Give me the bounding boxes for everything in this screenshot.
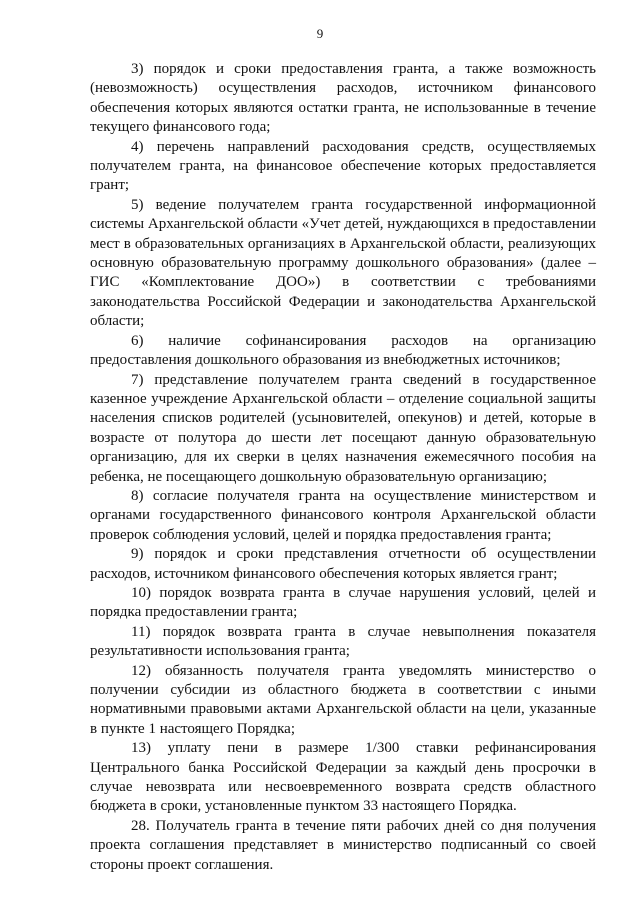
document-body [90,60,596,875]
paragraph-item-4: 4) перечень направлений расходования средств, осуществляемых получателем гранта, на финансовое обеспечение которых предоставляется грант; [90,138,596,194]
paragraph-item-13: 13) уплату пени в размере 1/300 ставки рефинансирования Центрального банка Российской Федерации за каждый день просрочки в случае невозврата или несвоевременного возврата средств областного бюджета в сроки, установленные пунктом 33 настоящего Порядка. [90,740,596,815]
paragraph-item-11: 11) порядок возврата гранта в случае невыполнения показателя результативности использования гранта; [90,623,596,660]
paragraph-item-3: 3) порядок и сроки предоставления гранта, а также возможность (невозможность) осуществления расходов, источником финансового обеспечения которых являются остатки гранта, не использованные в течение текущего финансового года; [90,61,596,136]
paragraph-item-9: 9) порядок и сроки представления отчетности об осуществлении расходов, источником финансового обеспечения которых является грант; [90,546,596,582]
paragraph-item-8: 8) согласие получателя гранта на осуществление министерством и органами государственного финансового контроля Архангельской области проверок соблюдения условий, целей и порядка предоставления гранта; [90,487,596,543]
paragraph-item-10: 10) порядок возврата гранта в случае нарушения условий, целей и порядка предоставлении гранта; [90,584,596,621]
paragraph-item-6: 6) наличие софинансирования расходов на организацию предоставления дошкольного образования из внебюджетных источников; [90,332,596,369]
paragraph-item-7: 7) представление получателем гранта сведений в государственное казенное учреждение Архангельской области – отделение социальной защиты населения списков родителей (усыновителей, опекунов) и детей, которые в возрасте от полутора до шести лет посещают данную образовательную организацию, для их сверки в целях назначения ежемесячного пособия на ребенка, не посещающего дошкольную образовательную организацию; [90,371,596,485]
paragraph-item-12: 12) обязанность получателя гранта уведомлять министерство о получении субсидии из областного бюджета в соответствии с иными нормативными правовыми актами Архангельской области на цели, указанные в пункте 1 настоящего Порядка; [90,662,596,737]
paragraph-item-5: 5) ведение получателем гранта государственной информационной системы Архангельской области «Учет детей, нуждающихся в предоставлении мест в образовательных организациях в Архангельской области, реализующих основную образовательную программу дошкольного образования» (далее – ГИС «Комплектование ДОО») в соответствии с требованиями законодательства Российской Федерации и законодательства Архангельской области; [90,196,596,330]
page-number: 9 [316,26,324,41]
paragraph-clause-28: 28. Получатель гранта в течение пяти рабочих дней со дня получения проекта соглашения представляет в министерство подписанный со своей стороны проект соглашения. [90,817,596,873]
